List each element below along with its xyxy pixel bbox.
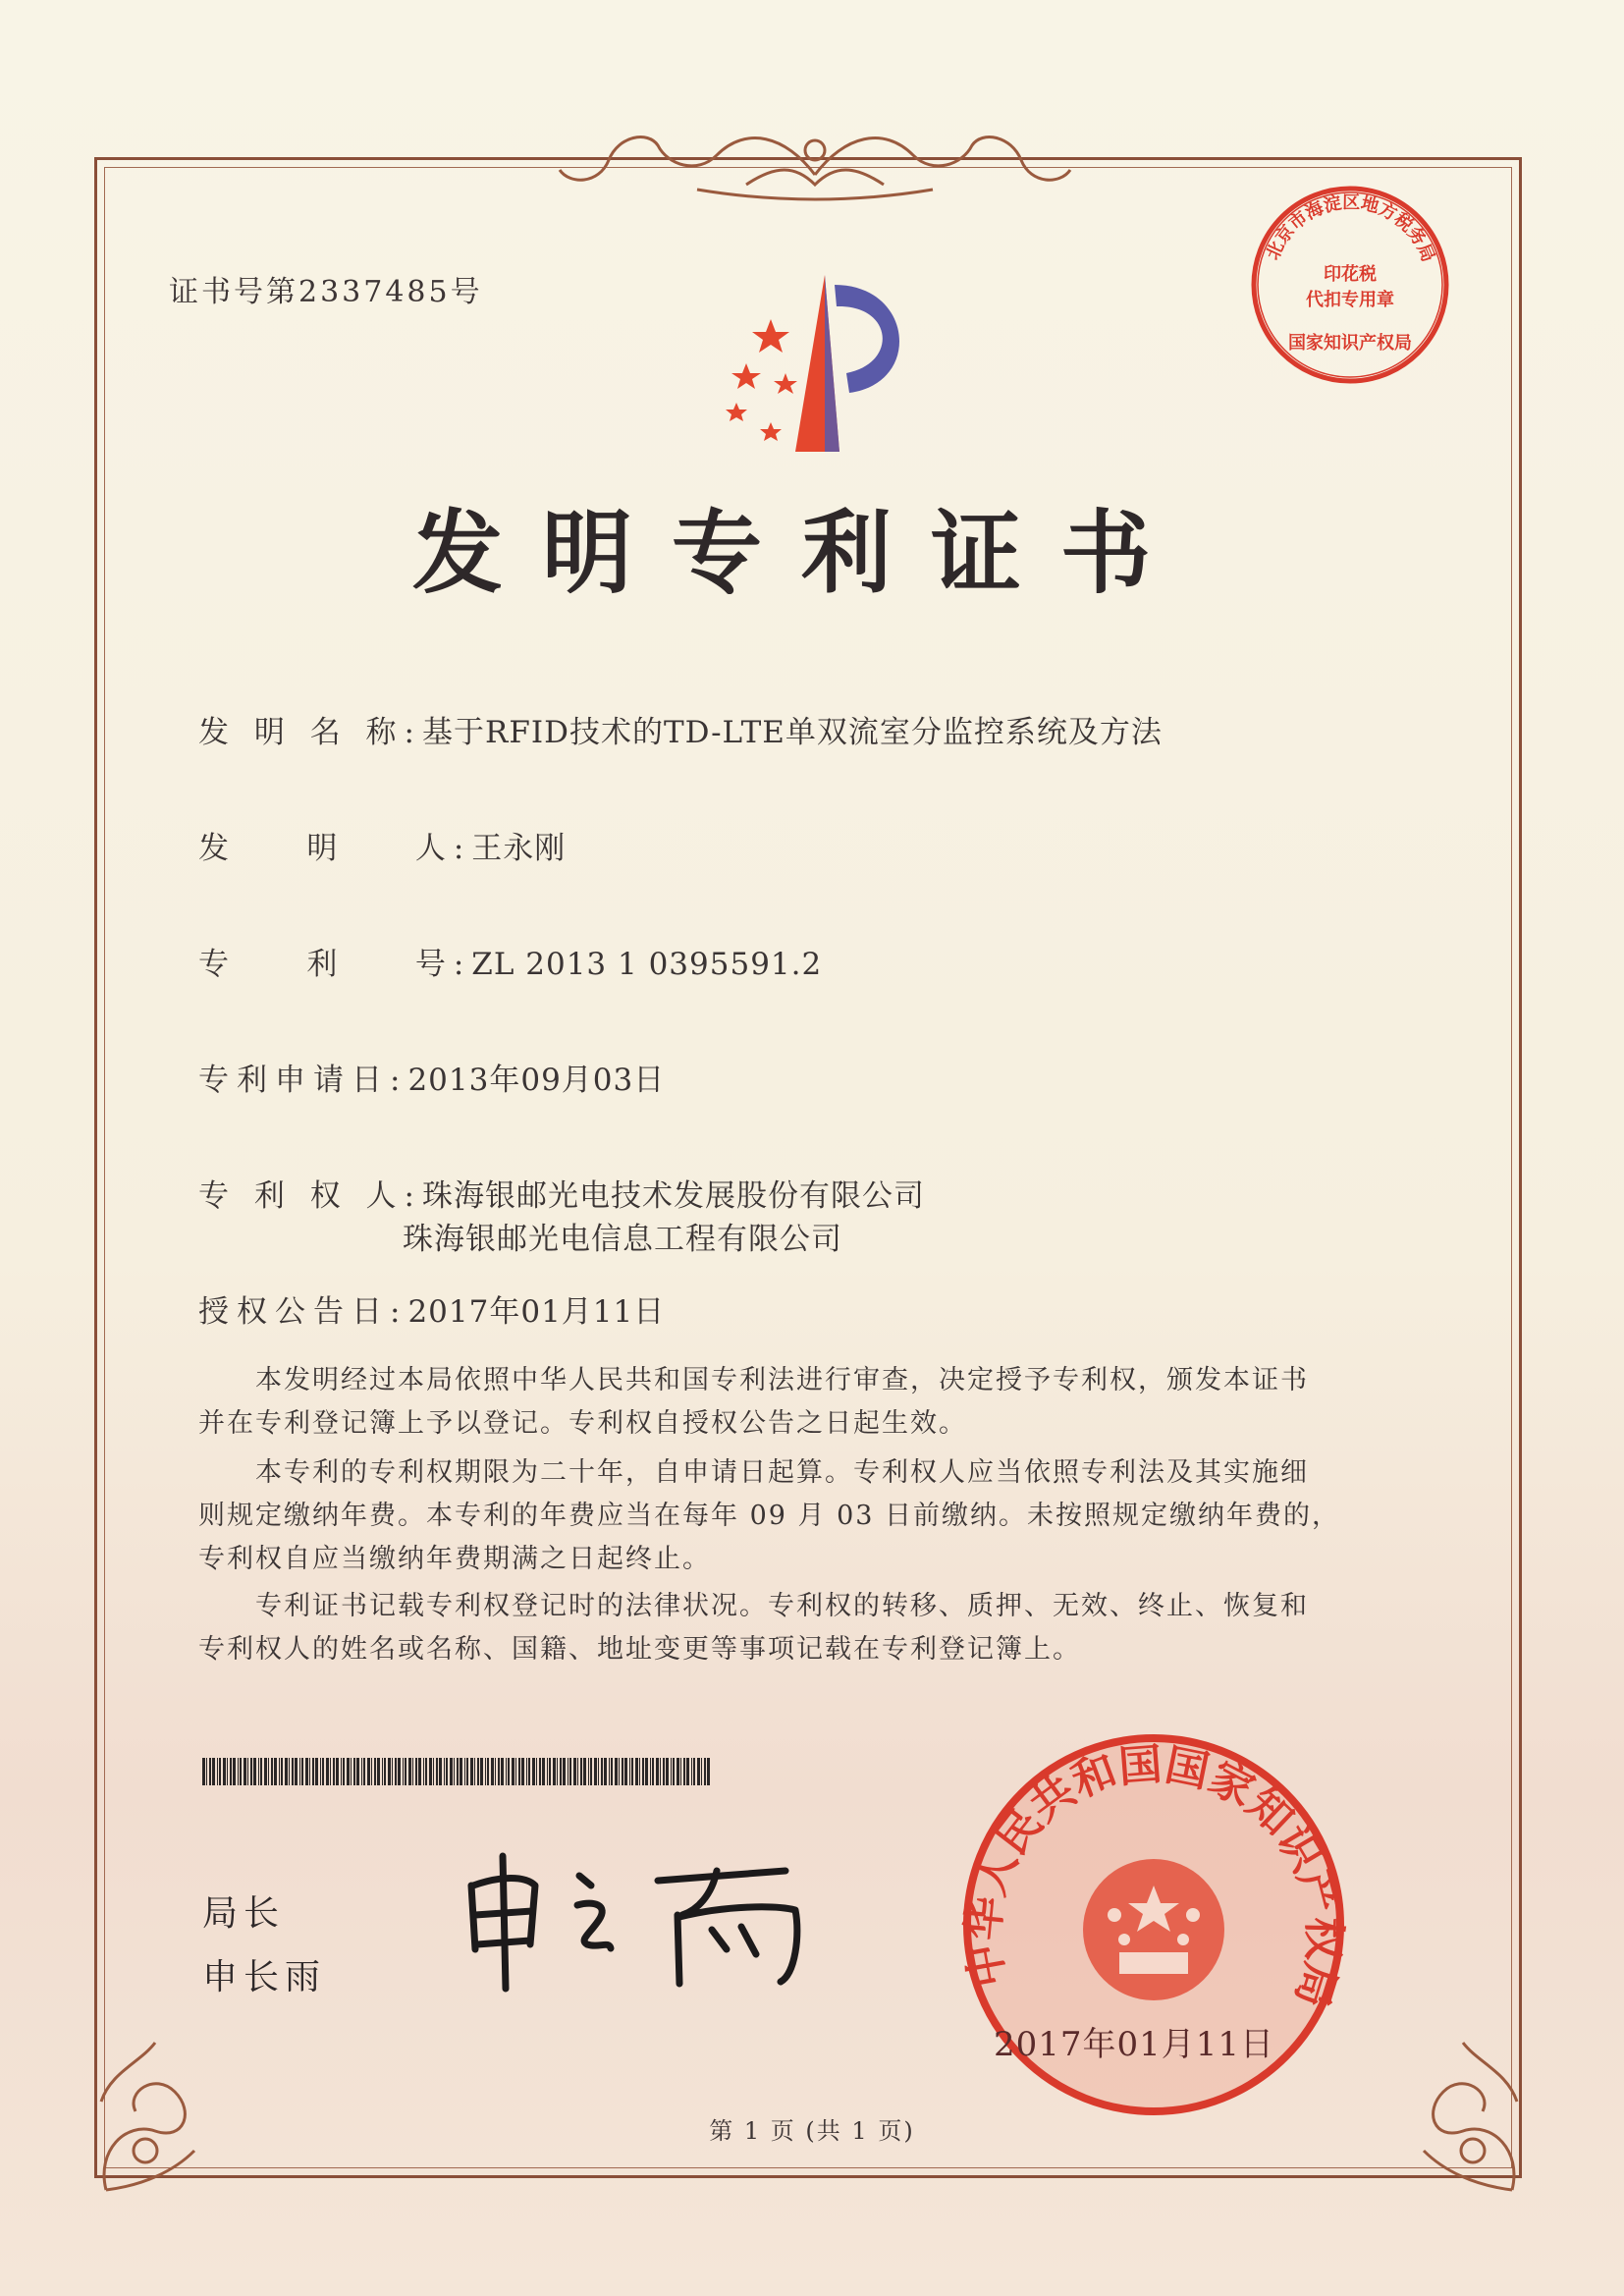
barcode-bar bbox=[485, 1758, 486, 1785]
statement-line: 专利权自应当缴纳年费期满之日起终止。 bbox=[198, 1544, 711, 1574]
barcode-bar bbox=[392, 1758, 393, 1785]
barcode-bar bbox=[333, 1758, 335, 1785]
barcode-bar bbox=[415, 1758, 417, 1785]
top-ornament bbox=[550, 116, 1080, 204]
barcode-bar bbox=[691, 1758, 692, 1785]
barcode-bar bbox=[363, 1758, 365, 1785]
barcode-bar bbox=[305, 1758, 308, 1785]
patent-number-row bbox=[198, 939, 822, 983]
barcode-bar bbox=[289, 1758, 290, 1785]
barcode-bar bbox=[631, 1758, 633, 1785]
certificate-number-value: 2337485 bbox=[298, 275, 451, 309]
barcode-bar bbox=[436, 1758, 438, 1785]
barcode-bar bbox=[320, 1758, 321, 1785]
barcode-bar bbox=[206, 1758, 207, 1785]
barcode-bar bbox=[253, 1758, 256, 1785]
barcode-bar bbox=[512, 1758, 514, 1785]
barcode-bar bbox=[405, 1758, 406, 1785]
statement-line: 并在专利登记簿上予以登记。专利权自授权公告之日起生效。 bbox=[198, 1408, 967, 1439]
barcode-bar bbox=[395, 1758, 397, 1785]
director-signature bbox=[461, 1846, 835, 1994]
barcode-bar bbox=[209, 1758, 211, 1785]
barcode-bar bbox=[299, 1758, 300, 1785]
barcode-bar bbox=[498, 1758, 500, 1785]
barcode-bar bbox=[260, 1758, 262, 1785]
barcode-bar bbox=[542, 1758, 545, 1785]
barcode-bar bbox=[508, 1758, 510, 1785]
barcode-bar bbox=[663, 1758, 665, 1785]
barcode-bar bbox=[425, 1758, 427, 1785]
barcode-bar bbox=[521, 1758, 524, 1785]
filing-date-value: 2013年09月03日 bbox=[407, 1063, 666, 1098]
barcode-bar bbox=[487, 1758, 489, 1785]
barcode-bar bbox=[274, 1758, 277, 1785]
barcode-bar bbox=[326, 1758, 329, 1785]
barcode-bar bbox=[480, 1758, 483, 1785]
barcode-bar bbox=[697, 1758, 700, 1785]
barcode-bar bbox=[609, 1758, 610, 1785]
barcode-bar bbox=[673, 1758, 675, 1785]
barcode-bar bbox=[495, 1758, 496, 1785]
barcode-bar bbox=[583, 1758, 586, 1785]
barcode-bar bbox=[594, 1758, 597, 1785]
official-seal-ring: 中华人民共和国国家知识产权局 bbox=[957, 1739, 1349, 2014]
director-title: 局长 bbox=[202, 1893, 286, 1934]
barcode-bar bbox=[398, 1758, 401, 1785]
barcode-bar bbox=[598, 1758, 599, 1785]
barcode-bar bbox=[336, 1758, 339, 1785]
certificate-number-suffix: 号 bbox=[450, 275, 483, 309]
barcode-bar bbox=[686, 1758, 689, 1785]
statement-line: 则规定缴纳年费。本专利的年费应当在每年 09 月 03 日前缴纳。未按照规定缴纳年费的， bbox=[198, 1501, 1341, 1531]
barcode-bar bbox=[412, 1758, 413, 1785]
tax-seal-center-2: 代扣专用章 bbox=[1306, 290, 1394, 310]
barcode-bar bbox=[244, 1758, 246, 1785]
barcode-bar bbox=[450, 1758, 453, 1785]
barcode-bar bbox=[356, 1758, 359, 1785]
barcode-bar bbox=[569, 1758, 571, 1785]
barcode-bar bbox=[341, 1758, 342, 1785]
patentee-row-2 bbox=[403, 1214, 842, 1258]
barcode-bar bbox=[560, 1758, 562, 1785]
barcode-bar bbox=[577, 1758, 578, 1785]
barcode-bar bbox=[439, 1758, 442, 1785]
barcode-bar bbox=[230, 1758, 232, 1785]
barcode-bar bbox=[315, 1758, 318, 1785]
barcode-bar bbox=[258, 1758, 259, 1785]
tax-seal bbox=[1247, 182, 1453, 388]
barcode-bar bbox=[671, 1758, 672, 1785]
bottom-left-ornament bbox=[86, 2003, 224, 2200]
inventor-label: 发 明 人: bbox=[198, 831, 472, 866]
barcode-bar bbox=[707, 1758, 710, 1785]
page-indicator: 第 1 页 (共 1 页) bbox=[709, 2117, 915, 2145]
grant-date-value: 2017年01月11日 bbox=[407, 1294, 666, 1330]
statement-line: 本发明经过本局依照中华人民共和国专利法进行审查，决定授予专利权，颁发本证书 bbox=[255, 1365, 1309, 1395]
barcode-bar bbox=[312, 1758, 314, 1785]
barcode-bar bbox=[377, 1758, 380, 1785]
barcode-bar bbox=[539, 1758, 541, 1785]
bottom-right-ornament bbox=[1394, 2003, 1532, 2200]
barcode-bar bbox=[526, 1758, 527, 1785]
barcode-bar bbox=[309, 1758, 310, 1785]
barcode-bar bbox=[660, 1758, 661, 1785]
inventor-value: 王永刚 bbox=[471, 831, 567, 866]
barcode-bar bbox=[611, 1758, 613, 1785]
tax-seal-ring-text bbox=[1263, 191, 1438, 265]
barcode-bar bbox=[212, 1758, 215, 1785]
statement-paragraph-3 bbox=[198, 1585, 1377, 1671]
barcode-bar bbox=[223, 1758, 226, 1785]
barcode-bar bbox=[580, 1758, 582, 1785]
barcode-bar bbox=[518, 1758, 520, 1785]
barcode-bar bbox=[666, 1758, 669, 1785]
barcode-bar bbox=[536, 1758, 537, 1785]
barcode-bar bbox=[240, 1758, 242, 1785]
barcode-bar bbox=[233, 1758, 236, 1785]
barcode-bar bbox=[506, 1758, 507, 1785]
invention-name-row bbox=[198, 707, 1163, 751]
barcode-bar bbox=[474, 1758, 475, 1785]
barcode-bar bbox=[217, 1758, 218, 1785]
barcode-bar bbox=[382, 1758, 383, 1785]
barcode-bar bbox=[547, 1758, 548, 1785]
barcode-bar bbox=[423, 1758, 424, 1785]
barcode-bar bbox=[470, 1758, 473, 1785]
barcode-bar bbox=[353, 1758, 355, 1785]
barcode-bar bbox=[457, 1758, 459, 1785]
barcode bbox=[202, 1758, 713, 1785]
barcode-bar bbox=[433, 1758, 434, 1785]
invention-name-value: 基于RFID技术的TD-LTE单双流室分监控系统及方法 bbox=[422, 715, 1163, 750]
inventor-row bbox=[198, 823, 566, 867]
barcode-bar bbox=[549, 1758, 551, 1785]
statement-line: 专利证书记载专利权登记时的法律状况。专利权的转移、质押、无效、终止、恢复和 bbox=[255, 1591, 1309, 1621]
barcode-bar bbox=[642, 1758, 644, 1785]
barcode-bar bbox=[264, 1758, 267, 1785]
barcode-bar bbox=[635, 1758, 638, 1785]
barcode-bar bbox=[388, 1758, 391, 1785]
director-name: 申长雨 bbox=[202, 1957, 327, 1997]
certificate-number-label: 证书号第 bbox=[169, 275, 298, 309]
barcode-bar bbox=[683, 1758, 685, 1785]
statement-line: 专利权人的姓名或名称、国籍、地址变更等事项记载在专利登记簿上。 bbox=[198, 1634, 1081, 1665]
barcode-bar bbox=[501, 1758, 504, 1785]
barcode-bar bbox=[528, 1758, 530, 1785]
statement-line: 本专利的专利权期限为二十年，自申请日起算。专利权人应当依照专利法及其实施细 bbox=[255, 1457, 1309, 1488]
patent-number-label: 专 利 号: bbox=[198, 947, 472, 982]
tax-seal-center-1: 印花税 bbox=[1324, 264, 1377, 285]
barcode-bar bbox=[619, 1758, 620, 1785]
barcode-bar bbox=[677, 1758, 679, 1785]
barcode-bar bbox=[295, 1758, 298, 1785]
barcode-bar bbox=[656, 1758, 659, 1785]
barcode-bar bbox=[573, 1758, 576, 1785]
barcode-bar bbox=[330, 1758, 331, 1785]
barcode-bar bbox=[384, 1758, 386, 1785]
barcode-bar bbox=[588, 1758, 589, 1785]
grant-date-label: 授权公告日: bbox=[198, 1294, 408, 1330]
barcode-bar bbox=[693, 1758, 695, 1785]
barcode-bar bbox=[680, 1758, 681, 1785]
barcode-bar bbox=[247, 1758, 248, 1785]
barcode-bar bbox=[446, 1758, 448, 1785]
barcode-bar bbox=[202, 1758, 205, 1785]
barcode-bar bbox=[553, 1758, 556, 1785]
barcode-bar bbox=[271, 1758, 273, 1785]
barcode-bar bbox=[322, 1758, 324, 1785]
barcode-bar bbox=[601, 1758, 603, 1785]
barcode-bar bbox=[624, 1758, 627, 1785]
barcode-bar bbox=[403, 1758, 404, 1785]
barcode-bar bbox=[351, 1758, 352, 1785]
tax-seal-ring: 北京市海淀区地方税务局 bbox=[1262, 191, 1439, 265]
tax-seal-bottom: 国家知识产权局 bbox=[1288, 333, 1412, 354]
barcode-bar bbox=[238, 1758, 239, 1785]
barcode-bar bbox=[219, 1758, 221, 1785]
barcode-bar bbox=[418, 1758, 421, 1785]
barcode-bar bbox=[460, 1758, 462, 1785]
barcode-bar bbox=[292, 1758, 294, 1785]
barcode-bar bbox=[343, 1758, 345, 1785]
barcode-bar bbox=[301, 1758, 303, 1785]
barcode-bar bbox=[279, 1758, 280, 1785]
barcode-bar bbox=[590, 1758, 592, 1785]
barcode-bar bbox=[374, 1758, 376, 1785]
barcode-bar bbox=[361, 1758, 362, 1785]
barcode-bar bbox=[466, 1758, 468, 1785]
barcode-bar bbox=[444, 1758, 445, 1785]
certificate-title: 发明专利证书 bbox=[412, 500, 1191, 606]
barcode-bar bbox=[367, 1758, 370, 1785]
barcode-bar bbox=[429, 1758, 432, 1785]
barcode-bar bbox=[629, 1758, 630, 1785]
patentee-value-1: 珠海银邮光电技术发展股份有限公司 bbox=[422, 1178, 926, 1214]
barcode-bar bbox=[615, 1758, 618, 1785]
barcode-bar bbox=[491, 1758, 494, 1785]
patentee-row bbox=[198, 1171, 925, 1215]
barcode-bar bbox=[563, 1758, 566, 1785]
barcode-bar bbox=[371, 1758, 372, 1785]
barcode-bar bbox=[557, 1758, 558, 1785]
barcode-bar bbox=[285, 1758, 288, 1785]
barcode-bar bbox=[454, 1758, 455, 1785]
certificate-number bbox=[169, 267, 483, 310]
barcode-bar bbox=[464, 1758, 465, 1785]
barcode-bar bbox=[701, 1758, 702, 1785]
barcode-bar bbox=[604, 1758, 607, 1785]
patentee-label: 专 利 权 人: bbox=[198, 1178, 423, 1214]
statement-paragraph-1 bbox=[198, 1359, 1377, 1446]
barcode-bar bbox=[227, 1758, 228, 1785]
barcode-bar bbox=[704, 1758, 706, 1785]
invention-name-label: 发 明 名 称: bbox=[198, 715, 423, 750]
barcode-bar bbox=[622, 1758, 623, 1785]
barcode-bar bbox=[268, 1758, 269, 1785]
barcode-bar bbox=[532, 1758, 535, 1785]
seal-date: 2017年01月11日 bbox=[994, 2025, 1275, 2064]
patentee-value-2: 珠海银邮光电信息工程有限公司 bbox=[403, 1222, 842, 1257]
grant-date-row bbox=[198, 1286, 665, 1331]
national-emblem bbox=[1083, 1859, 1224, 2000]
filing-date-label: 专利申请日: bbox=[198, 1063, 408, 1098]
barcode-bar bbox=[650, 1758, 651, 1785]
barcode-bar bbox=[652, 1758, 654, 1785]
barcode-bar bbox=[477, 1758, 479, 1785]
barcode-bar bbox=[250, 1758, 252, 1785]
barcode-bar bbox=[639, 1758, 640, 1785]
barcode-bar bbox=[347, 1758, 350, 1785]
patent-office-logo bbox=[677, 265, 933, 462]
filing-date-row bbox=[198, 1055, 665, 1099]
barcode-bar bbox=[645, 1758, 648, 1785]
barcode-bar bbox=[515, 1758, 516, 1785]
patent-number-value: ZL 2013 1 0395591.2 bbox=[471, 947, 823, 982]
statement-paragraph-2 bbox=[198, 1451, 1377, 1581]
barcode-bar bbox=[408, 1758, 411, 1785]
barcode-bar bbox=[281, 1758, 283, 1785]
